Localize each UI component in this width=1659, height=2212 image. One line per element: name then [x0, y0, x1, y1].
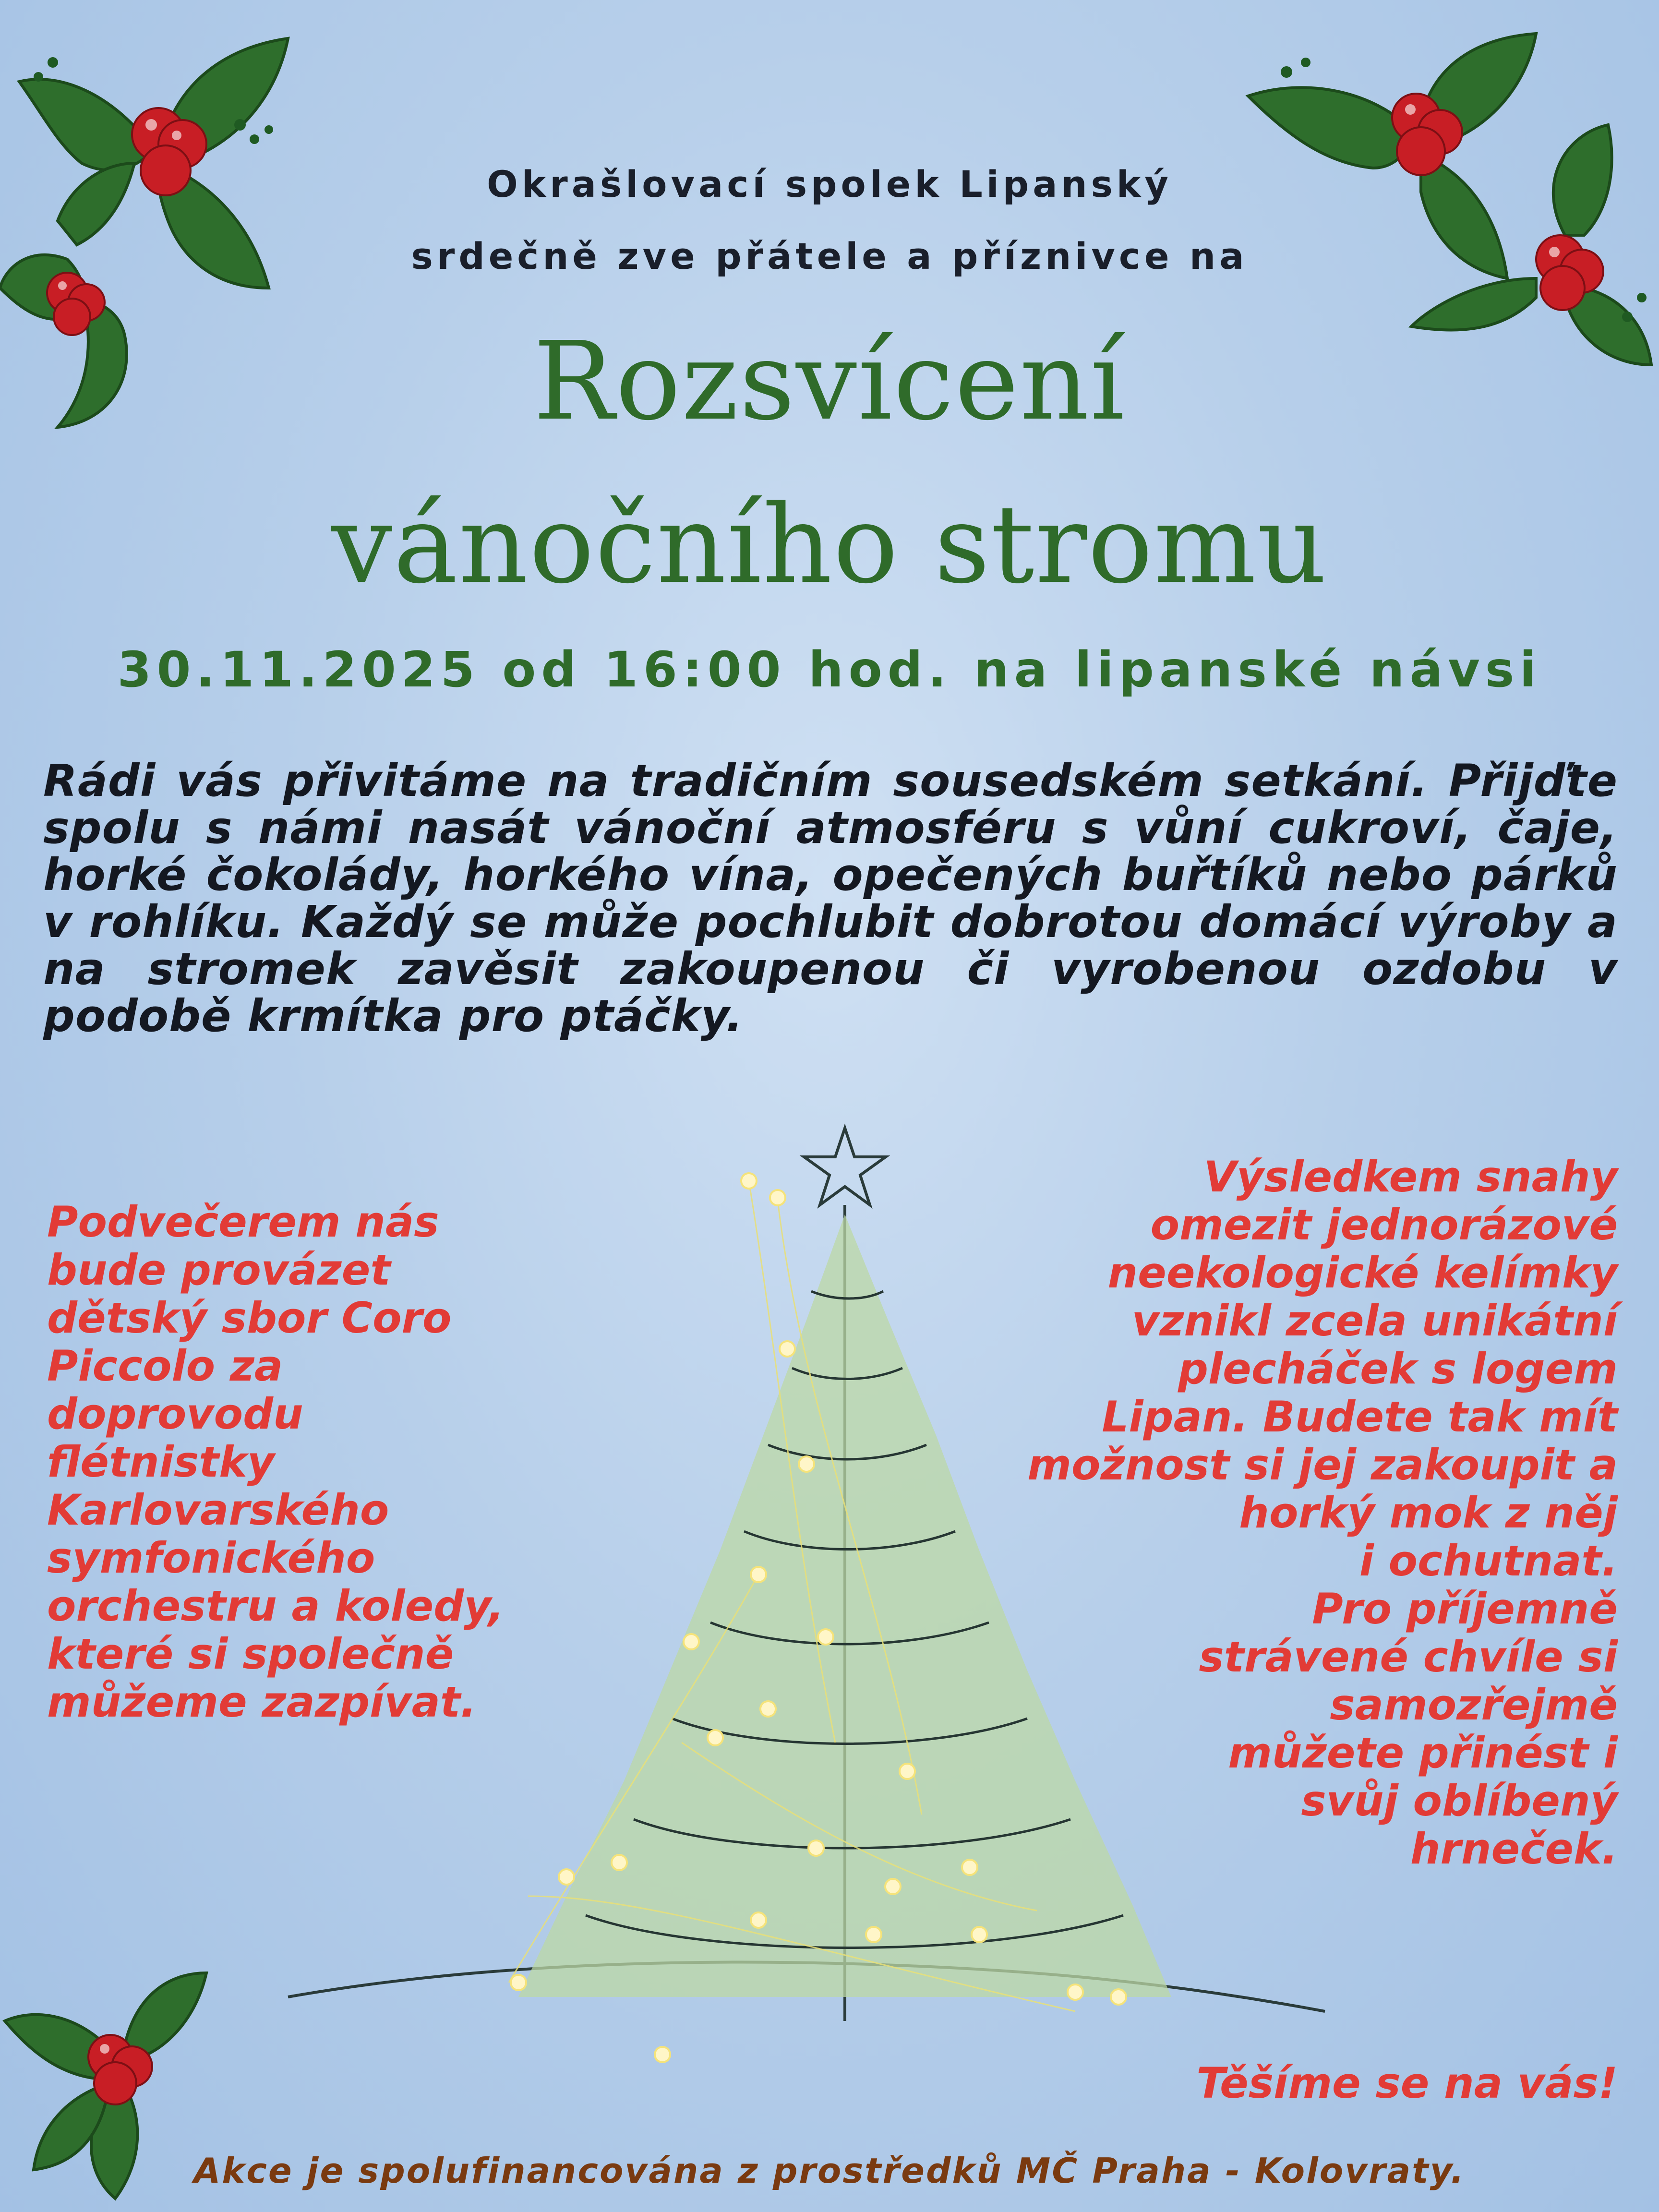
title-line-2: vánočního stromu	[331, 482, 1328, 608]
left-line: dětský sbor Coro	[47, 1293, 452, 1343]
left-line: Podvečerem nás	[47, 1197, 439, 1247]
right-line: samozřejmě	[1330, 1680, 1618, 1730]
right-line: hrneček.	[1410, 1824, 1618, 1874]
right-line: můžete přinést i	[1228, 1728, 1618, 1778]
right-line: Pro příjemně	[1312, 1584, 1618, 1634]
right-line: strávené chvíle si	[1199, 1632, 1618, 1682]
right-column	[941, 1153, 1618, 1873]
left-column	[47, 1198, 575, 1726]
description: Rádi vás přivitáme na tradičním sousedském setkání. Přijďte spolu s námi nasát vánoční atmosféru s vůní cukroví, čaje, horké čokolády, horkého vína, opečených buřtíků nebo párků v rohlíku. Každý se může pochlubit dobrotou domácí výroby a na stromek zavěsit zakoupenou či vyrobenou ozdobu v podobě krmítka pro ptáčky.	[43, 755, 1618, 1042]
right-line: horký mok z něj	[1239, 1488, 1618, 1538]
left-line: orchestru a koledy,	[47, 1581, 505, 1631]
right-line: omezit jednorázové	[1150, 1200, 1618, 1250]
left-line: doprovodu	[47, 1389, 303, 1439]
right-line: Lipan. Budete tak mít	[1102, 1392, 1618, 1442]
right-line: Výsledkem snahy	[1203, 1152, 1618, 1202]
right-line: neekologické kelímky	[1107, 1248, 1618, 1298]
right-line: i ochutnat.	[1359, 1536, 1618, 1586]
left-line: které si společně	[47, 1629, 454, 1679]
intro-line-1: Okrašlovací spolek Lipanský	[487, 163, 1172, 205]
closing-text: Těšíme se na vás!	[1196, 2058, 1618, 2108]
left-line: můžeme zazpívat.	[47, 1677, 477, 1727]
left-line: symfonického	[47, 1533, 375, 1583]
intro-line-2: srdečně zve přátele a příznivce na	[411, 235, 1248, 277]
left-line: flétnistky	[47, 1437, 275, 1487]
event-date: 30.11.2025 od 16:00 hod. na lipanské návsi	[117, 641, 1542, 698]
right-line: vznikl zcela unikátní	[1131, 1296, 1618, 1346]
right-line: plecháček s logem	[1178, 1344, 1618, 1394]
title-line-1: Rozsvícení	[533, 319, 1126, 445]
star-icon	[804, 1128, 886, 1205]
right-line: možnost si jej zakoupit a	[1027, 1440, 1618, 1490]
right-line: svůj oblíbený	[1301, 1776, 1618, 1826]
footer-note: Akce je spolufinancována z prostředků MČ Praha - Kolovraty.	[193, 2151, 1466, 2191]
left-line: bude provázet	[47, 1245, 391, 1295]
left-line: Piccolo za	[47, 1341, 283, 1391]
left-line: Karlovarského	[47, 1485, 389, 1535]
